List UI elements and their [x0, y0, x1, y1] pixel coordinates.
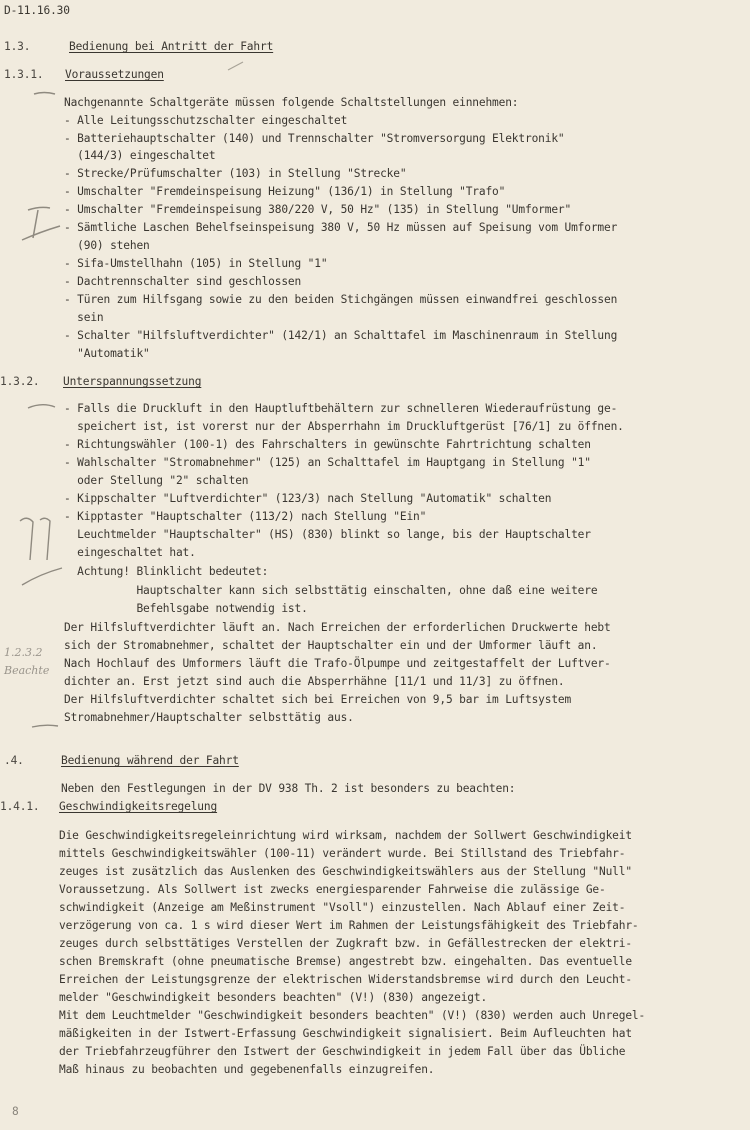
subsection-title: Geschwindigkeitsregelung	[59, 800, 218, 813]
text-line: - Schalter "Hilfsluftverdichter" (142/1) an Schalttafel im Maschinenraum in Stellung	[64, 329, 618, 342]
document-id: D-11.16.30	[4, 4, 70, 17]
subsection-title: Unterspannungssetzung	[63, 375, 202, 388]
text-line: Mit dem Leuchtmelder "Geschwindigkeit besonders beachten" (V!) (830) werden auch Unregel-	[59, 1009, 646, 1022]
text-line: Stromabnehmer/Hauptschalter selbsttätig aus.	[64, 711, 354, 724]
text-line: Der Hilfsluftverdichter schaltet sich bei Erreichen von 9,5 bar im Luftsystem	[64, 693, 572, 706]
text-line: - Türen zum Hilfsgang sowie zu den beiden Stichgängen müssen einwandfrei geschlossen	[64, 293, 618, 306]
subsection-number: 1.3.1.	[4, 68, 44, 81]
text-line: eingeschaltet hat.	[64, 546, 196, 559]
text-line: - Kippschalter "Luftverdichter" (123/3) nach Stellung "Automatik" schalten	[64, 492, 552, 505]
text-line: Neben den Festlegungen in der DV 938 Th. 2 ist besonders zu beachten:	[61, 782, 516, 795]
margin-note: Beachte	[4, 664, 50, 677]
text-line: Befehlsgabe notwendig ist.	[64, 602, 308, 615]
text-line: sich der Stromabnehmer, schaltet der Hauptschalter ein und der Umformer läuft an.	[64, 639, 598, 652]
text-line: (90) stehen	[64, 239, 150, 252]
subsection-title: Voraussetzungen	[65, 68, 164, 81]
text-line: Erreichen der Leistungsgrenze der elektrischen Widerstandsbremse wird durch den Leucht-	[59, 973, 632, 986]
text-line: zeuges ist zusätzlich das Auslenken des Geschwindigkeitswählers aus der Stellung "Null"	[59, 865, 632, 878]
text-line: Nachgenannte Schaltgeräte müssen folgende Schaltstellungen einnehmen:	[64, 96, 519, 109]
text-line: - Dachtrennschalter sind geschlossen	[64, 275, 302, 288]
text-line: - Kipptaster "Hauptschalter (113/2) nach Stellung "Ein"	[64, 510, 427, 523]
text-line: - Wahlschalter "Stromabnehmer" (125) an Schalttafel im Hauptgang in Stellung "1"	[64, 456, 591, 469]
text-line: - Falls die Druckluft in den Hauptluftbehältern zur schnelleren Wiederaufrüstung ge-	[64, 402, 618, 415]
subsection-number: 1.4.1.	[0, 800, 40, 813]
page-number: 8	[12, 1105, 19, 1118]
text-line: - Strecke/Prüfumschalter (103) in Stellung "Strecke"	[64, 167, 407, 180]
text-line: sein	[64, 311, 104, 324]
text-line: Leuchtmelder "Hauptschalter" (HS) (830) blinkt so lange, bis der Hauptschalter	[64, 528, 591, 541]
text-line: - Richtungswähler (100-1) des Fahrschalters in gewünschte Fahrtrichtung schalten	[64, 438, 591, 451]
text-line: melder "Geschwindigkeit besonders beachten" (V!) (830) angezeigt.	[59, 991, 488, 1004]
text-line: dichter an. Erst jetzt sind auch die Absperrhähne [11/1 und 11/3] zu öffnen.	[64, 675, 565, 688]
text-line: - Alle Leitungsschutzschalter eingeschaltet	[64, 114, 348, 127]
text-line: (144/3) eingeschaltet	[64, 149, 216, 162]
text-line: zeuges durch selbsttätiges Verstellen der Zugkraft bzw. in Gefällestrecken der elektri-	[59, 937, 632, 950]
section-number: .4.	[4, 754, 24, 767]
text-line-attention: Achtung! Blinklicht bedeutet:	[64, 565, 269, 578]
text-line: - Sifa-Umstellhahn (105) in Stellung "1"	[64, 257, 328, 270]
section-title: Bedienung bei Antritt der Fahrt	[69, 40, 274, 53]
text-line: - Sämtliche Laschen Behelfseinspeisung 380 V, 50 Hz müssen auf Speisung vom Umformer	[64, 221, 618, 234]
text-line: Nach Hochlauf des Umformers läuft die Trafo-Ölpumpe und zeitgestaffelt der Luftver-	[64, 657, 611, 670]
text-line: Voraussetzung. Als Sollwert ist zwecks energiesparender Fahrweise die zulässige Ge-	[59, 883, 606, 896]
text-line: - Batteriehauptschalter (140) und Trennschalter "Stromversorgung Elektronik"	[64, 132, 565, 145]
text-line: Hauptschalter kann sich selbsttätig einschalten, ohne daß eine weitere	[64, 584, 598, 597]
text-line: - Umschalter "Fremdeinspeisung Heizung" (136/1) in Stellung "Trafo"	[64, 185, 506, 198]
text-line: Die Geschwindigkeitsregeleinrichtung wird wirksam, nachdem der Sollwert Geschwindigkeit	[59, 829, 632, 842]
margin-note: 1.2.3.2	[4, 646, 43, 659]
text-line: mittels Geschwindigkeitswähler (100-11) verändert wurde. Bei Stillstand des Triebfahr-	[59, 847, 626, 860]
text-line: mäßigkeiten in der Istwert-Erfassung Geschwindigkeit signalisiert. Beim Aufleuchten hat	[59, 1027, 632, 1040]
text-line: "Automatik"	[64, 347, 150, 360]
text-line: verzögerung von ca. 1 s wird dieser Wert im Rahmen der Leistungsfähigkeit des Triebfahr-	[59, 919, 639, 932]
text-line: Maß hinaus zu beobachten und gegebenenfalls einzugreifen.	[59, 1063, 435, 1076]
text-line: der Triebfahrzeugführer den Istwert der Geschwindigkeit in jedem Fall über das Übliche	[59, 1045, 626, 1058]
text-line: oder Stellung "2" schalten	[64, 474, 249, 487]
text-line: Der Hilfsluftverdichter läuft an. Nach Erreichen der erforderlichen Druckwerte hebt	[64, 621, 611, 634]
text-line: speichert ist, ist vorerst nur der Absperrhahn im Druckluftgerüst [76/1] zu öffnen.	[64, 420, 624, 433]
text-line: schen Bremskraft (ohne pneumatische Bremse) angestrebt bzw. eingehalten. Das eventuelle	[59, 955, 632, 968]
text-line: schwindigkeit (Anzeige am Meßinstrument "Vsoll") einzustellen. Nach Ablauf einer Zeit-	[59, 901, 626, 914]
text-line: - Umschalter "Fremdeinspeisung 380/220 V, 50 Hz" (135) in Stellung "Umformer"	[64, 203, 572, 216]
section-number: 1.3.	[4, 40, 31, 53]
section-title: Bedienung während der Fahrt	[61, 754, 239, 767]
subsection-number: 1.3.2.	[0, 375, 40, 388]
